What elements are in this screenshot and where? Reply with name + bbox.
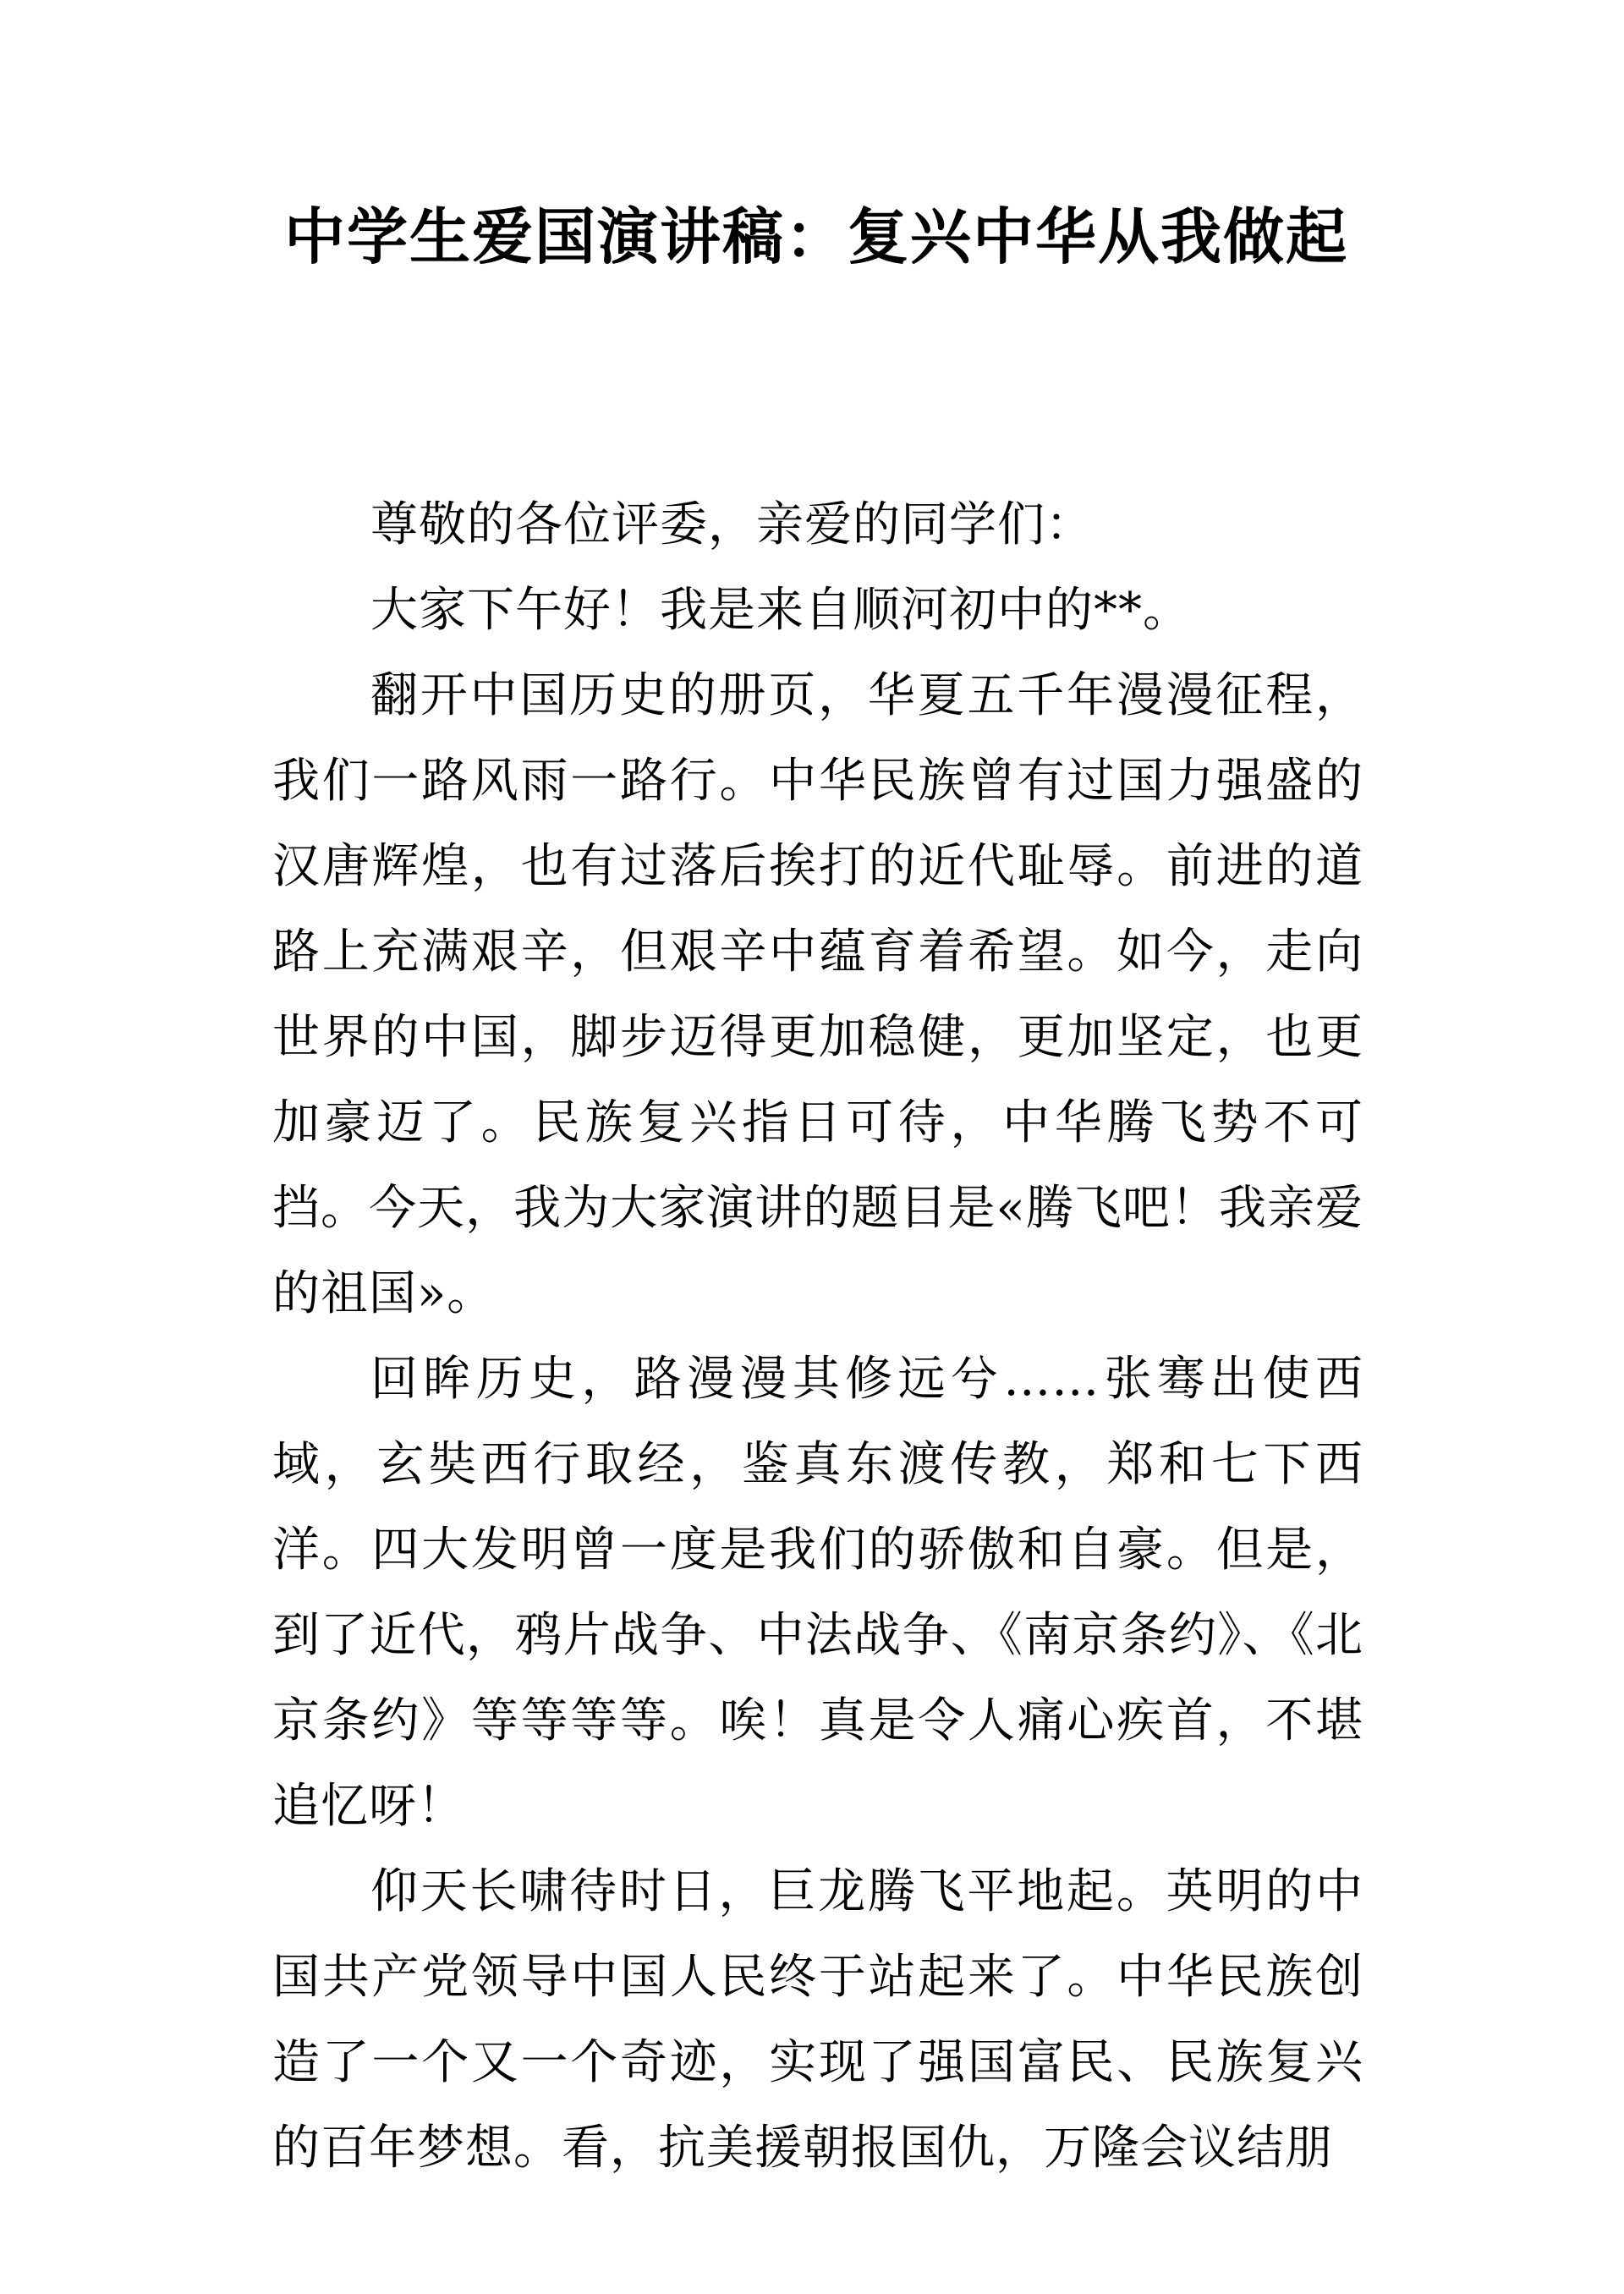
paragraph-introduction: 大家下午好！我是来自顺河初中的**。 bbox=[370, 583, 1191, 638]
paragraph-rise: 仰天长啸待时日，巨龙腾飞平地起。英明的中国共产党领导中国人民终于站起来了。中华民族创造了一个又一个奇迹，实现了强国富民、民族复兴的百年梦想。看，抗美援朝报国仇，万隆会议结朋 bbox=[272, 1864, 1363, 2176]
paragraph-retrospect: 回眸历史，路漫漫其修远兮……张骞出使西域，玄奘西行取经，鉴真东渡传教，郑和七下西洋。四大发明曾一度是我们的骄傲和自豪。但是，到了近代，鸦片战争、中法战争、《南京条约》、《北京条约》等等等等。唉！真是令人痛心疾首，不堪追忆呀！ bbox=[272, 1352, 1363, 1834]
document-body bbox=[272, 482, 1363, 2191]
paragraph-history: 翻开中国历史的册页，华夏五千年漫漫征程，我们一路风雨一路行。中华民族曾有过国力强盛的汉唐辉煌，也有过落后挨打的近代耻辱。前进的道路上充满艰辛，但艰辛中蕴育着希望。如今，走向世界的中国，脚步迈得更加稳健，更加坚定，也更加豪迈了。民族复兴指日可待，中华腾飞势不可挡。今天，我为大家演讲的题目是«腾飞吧！我亲爱的祖国»。 bbox=[272, 668, 1363, 1321]
paragraph-greeting: 尊敬的各位评委，亲爱的同学们： bbox=[370, 497, 1094, 552]
document-title: 中学生爱国演讲稿：复兴中华从我做起 bbox=[283, 201, 1348, 272]
